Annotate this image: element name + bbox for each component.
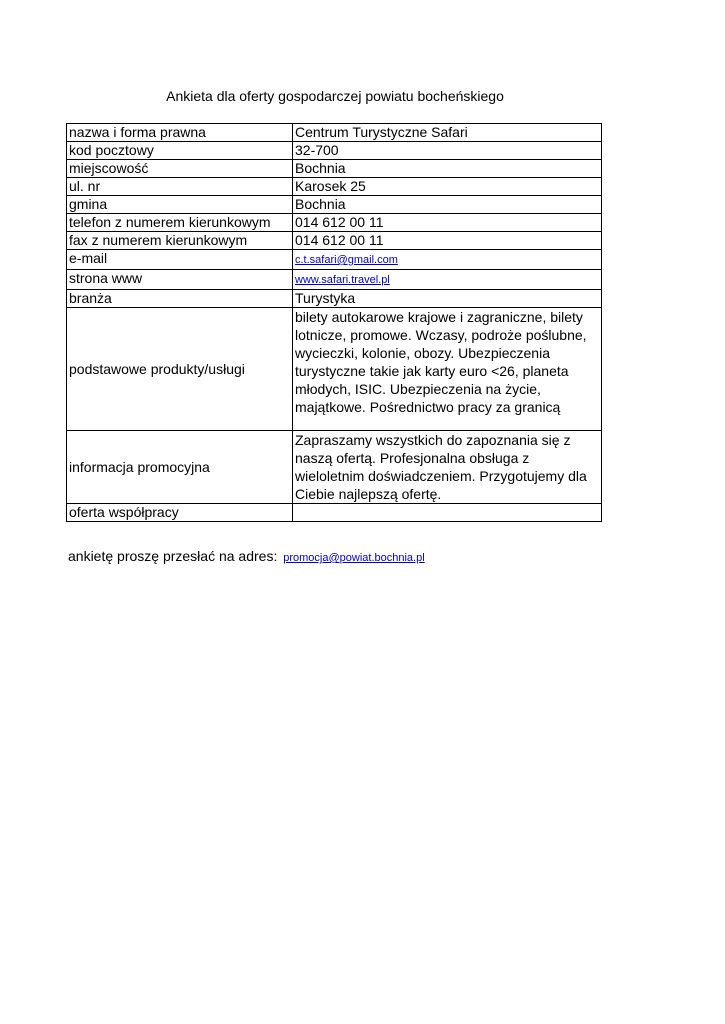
row-label-products: podstawowe produkty/usługi (67, 308, 293, 431)
row-label-postal-code: kod pocztowy (67, 142, 293, 160)
row-value-city: Bochnia (293, 160, 602, 178)
row-value-cooperation (293, 504, 602, 522)
table-row (67, 160, 602, 178)
row-value-name: Centrum Turystyczne Safari (293, 124, 602, 142)
row-value-street: Karosek 25 (293, 178, 602, 196)
table-row (67, 270, 602, 290)
row-label-phone: telefon z numerem kierunkowym (67, 214, 293, 232)
row-label-street: ul. nr (67, 178, 293, 196)
row-label-fax: fax z numerem kierunkowym (67, 232, 293, 250)
table-row (67, 178, 602, 196)
footer-text: ankietę proszę przesłać na adres: (68, 548, 278, 564)
website-link[interactable]: www.safari.travel.pl (295, 274, 390, 286)
row-value-commune: Bochnia (293, 196, 602, 214)
footer-instruction (68, 548, 425, 564)
table-row (67, 196, 602, 214)
row-label-city: miejscowość (67, 160, 293, 178)
footer-email-link[interactable]: promocja@powiat.bochnia.pl (283, 552, 425, 564)
table-row (67, 308, 602, 431)
row-label-email: e-mail (67, 250, 293, 270)
row-value-products: bilety autokarowe krajowe i zagraniczne, bilety lotnicze, promowe. Wczasy, podroże poślubne, wycieczki, kolonie, obozy. Ubezpieczenia turystyczne takie jak karty euro <26, planeta młodych, ISIC. Ubezpieczenia na życie, majątkowe. Pośrednictwo pracy za granicą (293, 308, 602, 431)
table-row (67, 124, 602, 142)
row-value-industry: Turystyka (293, 290, 602, 308)
row-value-phone: 014 612 00 11 (293, 214, 602, 232)
row-label-name: nazwa i forma prawna (67, 124, 293, 142)
table-row (67, 431, 602, 504)
table-row (67, 214, 602, 232)
row-value-website (293, 270, 602, 290)
row-label-cooperation: oferta współpracy (67, 504, 293, 522)
row-label-promo: informacja promocyjna (67, 431, 293, 504)
table-row (67, 232, 602, 250)
row-label-website: strona www (67, 270, 293, 290)
row-value-email (293, 250, 602, 270)
email-link[interactable]: c.t.safari@gmail.com (295, 254, 398, 266)
row-value-postal-code: 32-700 (293, 142, 602, 160)
survey-table (66, 123, 602, 522)
table-row (67, 142, 602, 160)
table-row (67, 290, 602, 308)
table-row (67, 250, 602, 270)
document-title: Ankieta dla oferty gospodarczej powiatu bocheńskiego (166, 88, 504, 104)
row-label-industry: branża (67, 290, 293, 308)
row-value-promo: Zapraszamy wszystkich do zapoznania się z naszą ofertą. Profesjonalna obsługa z wieloletnim doświadczeniem. Przygotujemy dla Ciebie najlepszą ofertę. (293, 431, 602, 504)
row-label-commune: gmina (67, 196, 293, 214)
row-value-fax: 014 612 00 11 (293, 232, 602, 250)
table-row (67, 504, 602, 522)
